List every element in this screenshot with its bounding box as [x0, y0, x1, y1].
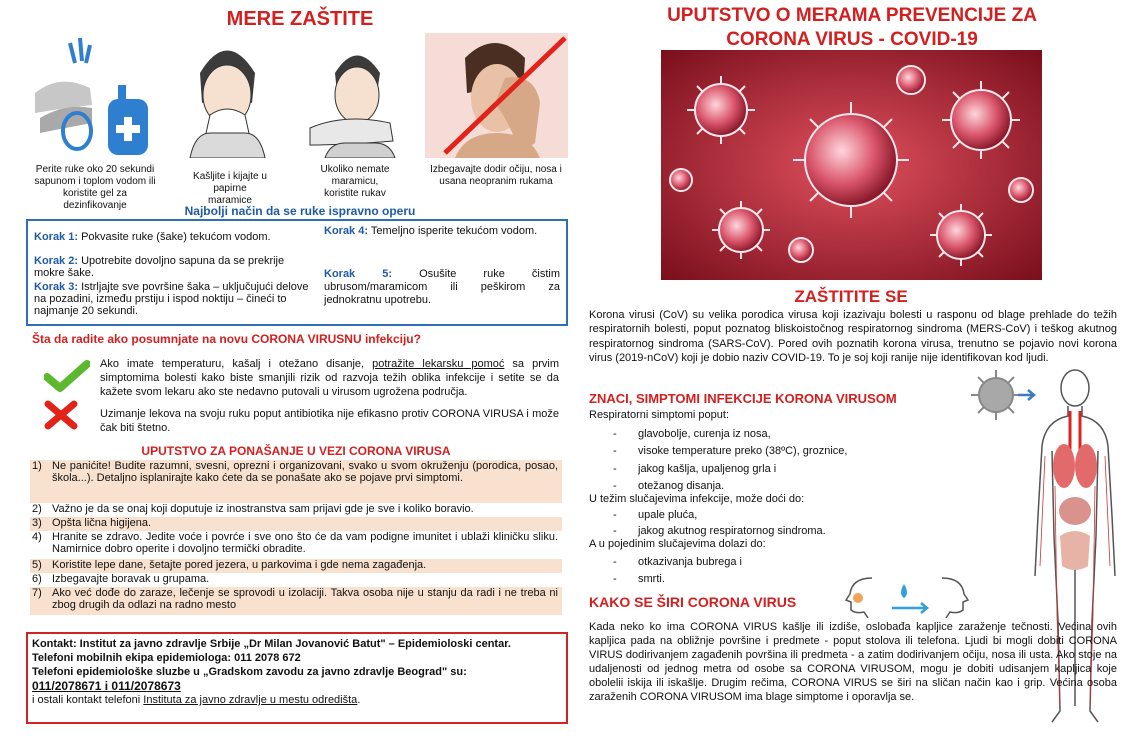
signs-title: ZNACI, SIMPTOMI INFEKCIJE KORONA VIRUSOM — [589, 391, 897, 406]
behavior-item-3: 3) Opšta lična higijena. — [30, 517, 562, 531]
behavior-item-5: 5) Koristite lepe dane, šetajte pored jezera, u parkovima i gde nema zagađenja. — [30, 559, 562, 573]
step-5: Korak 5: Osušite ruke čistim ubrusom/maramicom ili peškirom za jednokratnu upotrebu. — [324, 268, 560, 306]
behavior-title: UPUTSTVO ZA PONAŠANJE U VEZI CORONA VIRUSA — [141, 444, 451, 458]
spread-text: Kada neko ko ima CORONA VIRUS kašlje ili izdiše, oslobađa kapljice zaraženje tečnosti. Većina ovih kapljica pada na obližnje površine i predmete - poput stolova ili telefona. Ljudi bi mogli dobiti CORONA VIRUS dodirivanjem zagađenih površina ili predmeta - a zatim dodirivanjem očiju, nosa ili usta. Ako stoje na udaljenosti od jednog metra od osobe sa CORONA VIRUSOM, mogu je dobiti udisanjem kapljica koje obolelii iskija ili iskašlje. Drugim rečima, CORONA VIRUS se širi na sličan način kao i grip. Većina osoba zaraženih CORONA VIRUSOM ima blage simptome i oporavlja se. — [589, 621, 1117, 703]
protect-title: ZAŠTITITE SE — [794, 287, 908, 306]
caption-avoid-face: Izbegavajte dodir očiju, nosa i usana neopranim rukama — [430, 164, 562, 187]
handwash-title: Najbolji način da se ruke ispravno operu — [184, 204, 416, 218]
some-intro: A u pojedinim slučajevima dolazi do: — [589, 538, 766, 550]
behavior-item-4: 4) Hranite se zdravo. Jedite voće i povrće i sve ono što će da vam podigne imunitet i ublaži kliničku sliku. Namirnice dobro operite i dovoljno termički obradite. — [32, 531, 558, 555]
avoid-touching-face-illustration — [425, 33, 568, 158]
handwash-steps-box — [26, 219, 568, 326]
behavior-item-6: 6) Izbegavajte boravak u grupama. — [32, 573, 210, 585]
behavior-item-2: 2) Važno je da se onaj koji doputuje iz inostranstva sam prijavi gde je sve i koliko boravio. — [32, 503, 474, 515]
mere-zastite-title: MERE ZAŠTITE — [226, 8, 374, 30]
resp-intro: Respiratorni simptomi poput: — [589, 409, 730, 421]
contact-phone-numbers[interactable]: 011/2078671 i 011/2078673 — [32, 679, 181, 693]
caption-handwash: Perite ruke oko 20 sekundi sapunom i toplom vodom ili koristite gel za dezinfikovanje — [34, 164, 156, 211]
step-3: Korak 3: Istrljajte sve površine šaka – uključujući delove na pozadini, između prstiju i ispod noktiju – čineći to najmanje 20 sekundi. — [34, 281, 309, 317]
suspect-yes-text: Ako imate temperaturu, kašalj i otežano disanje, potražite lekarsku pomoć sa prvim simptomima bolesti kako biste smanjili rizik od razvoja težih oblika infekcije i setite se da kažete svom lekaru ako ste nedavno putovali u virusom ugrožena područja. — [100, 358, 559, 398]
virus-small-icon — [966, 366, 1036, 424]
contact-other: i ostali kontakt telefoni Instituta za javno zdravlje u mestu odredišta. — [32, 694, 361, 706]
behavior-item-1: 1) Ne panićite! Budite razumni, svesni, oprezni i organizovani, svako u svom okruženju (porodica, posao, škola...). Detaljno isplanirajte kako ćete da se ponašate ako se pojave prvi simptomi. — [30, 460, 562, 503]
droplet-transmission-icon — [842, 576, 972, 618]
main-title: UPUTSTVO O MERAMA PREVENCIJE ZA CORONA VIRUS - COVID-19 — [667, 5, 1037, 50]
sneeze-sleeve-illustration — [305, 33, 405, 158]
severe-intro: U težim slučajevima infekcije, može doći do: — [589, 493, 805, 505]
step-1: Korak 1: Pokvasite ruke (šake) tekućom vodom. — [34, 231, 271, 243]
contact-box — [26, 632, 568, 724]
check-icon — [44, 360, 90, 392]
protect-text: Korona virusi (CoV) su velika porodica virusa koji izazivaju bolesti u rasponu od blage prehlade do težih respiratornih bolesti, poput poznatog bliskoistočnog respiratornog sindroma (MERS-CoV) i teškog akutnog respiratornog sindroma (SARS-CoV). Pored ovih poznatih korona virusa, trenutno se pojavio novi korona virus (2019-nCoV) koji je dobio naziv COVID-19. To je soj koji ranije nije identifikovan kod ljudi. — [589, 309, 1117, 365]
step-2: Korak 2: Upotrebite dovoljno sapuna da se prekrije mokre šake. — [34, 255, 285, 279]
suspect-title: Šta da radite ako posumnjate na novu CORONA VIRUSNU infekciju? — [32, 332, 421, 346]
caption-sleeve: Ukoliko nemate maramicu, koristite rukav — [320, 164, 390, 199]
cross-icon — [44, 400, 78, 430]
contact-city-intro: Telefoni epidemiološke sluzbe u „Gradskom zavodu za javno zdravlje Beograd" su: — [32, 666, 467, 678]
virus-image — [661, 50, 1042, 280]
handwash-illustration — [30, 33, 155, 158]
caption-tissue: Kašljite i kijajte u papirne maramice — [193, 171, 267, 206]
behavior-item-7: 7) Ako već dođe do zaraze, lečenje se sprovodi u izolaciji. Takva osoba nije u stanju da radi i ne treba ni zbog drugih da odlazi na radno mesto — [30, 587, 562, 615]
spread-title: KAKO SE ŠIRI CORONA VIRUS — [589, 594, 797, 610]
suspect-no-text: Uzimanje lekova na svoju ruku poput antibiotika nije efikasno protiv CORONA VIRUSA i može čak biti štetno. — [100, 408, 559, 434]
step-4: Korak 4: Temeljno isperite tekućom vodom. — [324, 225, 538, 237]
contact-mobile: Telefoni mobilnih ekipa epidemiologa: 011 2078 672 — [32, 652, 301, 664]
contact-institute: Kontakt: Institut za javno zdravlje Srbije „Dr Milan Jovanović Batut" – Epidemioloski centar. — [32, 638, 511, 650]
sneeze-tissue-illustration — [180, 33, 275, 158]
